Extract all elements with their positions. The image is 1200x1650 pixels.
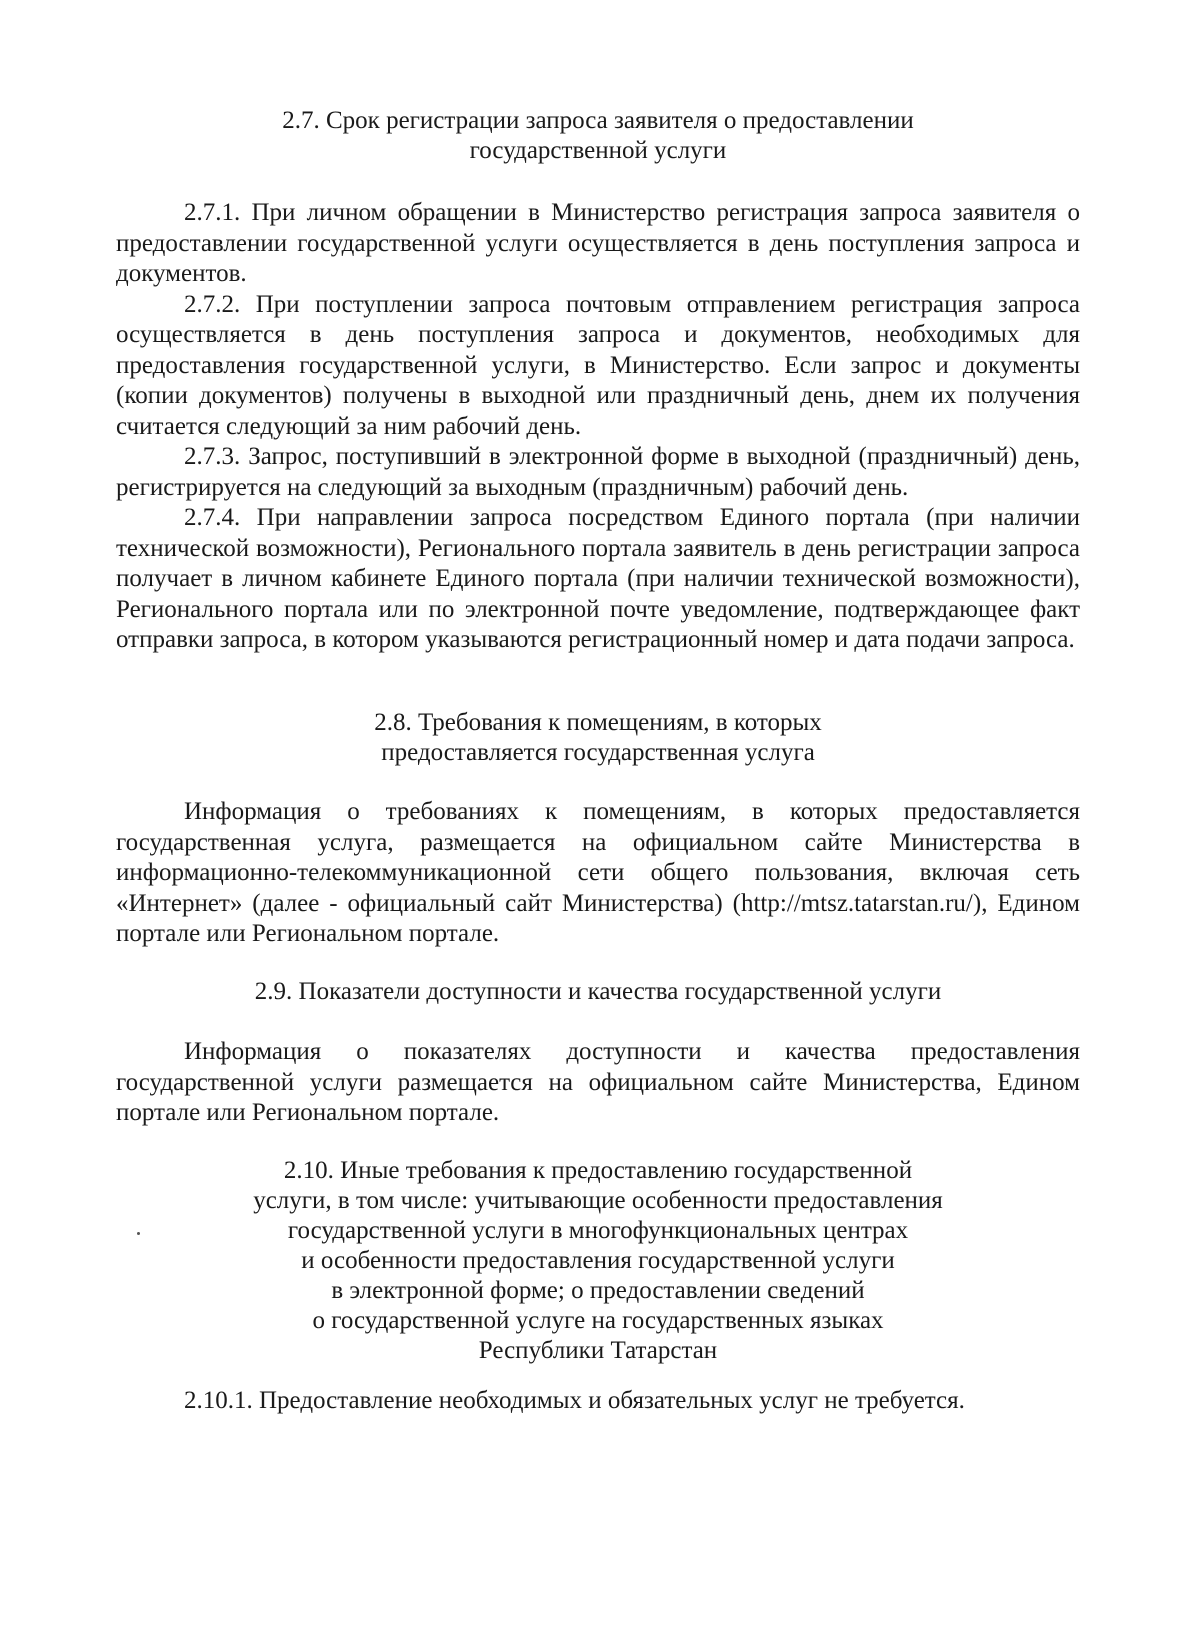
section-2-8-body bbox=[116, 797, 1080, 950]
paragraph-2-7-3: 2.7.3. Запрос, поступивший в электронной форме в выходной (праздничный) день, регистрируется на следующий за выходным (праздничным) рабочий день. bbox=[116, 443, 1080, 501]
section-2-10-body bbox=[116, 1386, 1080, 1417]
paragraph-2-7-4: 2.7.4. При направлении запроса посредством Единого портала (при наличии технической возможности), Регионального портала заявитель в день регистрации запроса получает в личном кабинете Единого портала (при наличии технической возможности), Регионального портала или по электронной почте уведомление, подтверждающее факт отправки запроса, в котором указываются регистрационный номер и дата подачи запроса. bbox=[116, 504, 1080, 653]
section-2-7-heading-line2: государственной услуги bbox=[469, 137, 727, 164]
section-2-8-heading-line1: 2.8. Требования к помещениям, в которых bbox=[374, 709, 822, 736]
section-2-7-heading-line1: 2.7. Срок регистрации запроса заявителя о предоставлении bbox=[282, 107, 914, 134]
section-2-10-heading-line7: Республики Татарстан bbox=[478, 1337, 718, 1364]
paragraph-2-7-2: 2.7.2. При поступлении запроса почтовым отправлением регистрация запроса осуществляется в день поступления запроса и документов, необходимых для предоставления государственной услуги, в Министерство. Если запрос и документы (копии документов) получены в выходной или праздничный день, днем их получения считается следующий за ним рабочий день. bbox=[116, 290, 1080, 440]
section-2-10-heading-line6: о государственной услуге на государственных языках bbox=[312, 1307, 884, 1334]
section-2-10-heading-line2: услуги, в том числе: учитывающие особенности предоставления bbox=[253, 1187, 943, 1214]
section-2-9-heading bbox=[116, 977, 1080, 1007]
section-2-7-body bbox=[116, 198, 1080, 656]
section-2-10-heading bbox=[116, 1156, 1080, 1366]
paragraph-2-9: Информация о показателях доступности и качества предоставления государственной услуги размещается на официальном сайте Министерства, Едином портале или Региональном портале. bbox=[116, 1038, 1080, 1126]
section-2-8-heading-line2: предоставляется государственная услуга bbox=[381, 739, 815, 766]
section-2-8-heading bbox=[116, 708, 1080, 768]
paragraph-2-7-1: 2.7.1. При личном обращении в Министерство регистрация запроса заявителя о предоставлении государственной услуги осуществляется в день поступления запроса и документов. bbox=[116, 199, 1080, 287]
section-2-10-heading-line1: 2.10. Иные требования к предоставлению государственной bbox=[283, 1157, 913, 1184]
section-2-10-heading-line4: и особенности предоставления государственной услуги bbox=[301, 1247, 895, 1274]
section-2-7-heading bbox=[116, 106, 1080, 166]
paragraph-2-8: Информация о требованиях к помещениям, в которых предоставляется государственная услуга, размещается на официальном сайте Министерства в информационно-телекоммуникационной сети общего пользования, включая сеть «Интернет» (далее - официальный сайт Министерства) (http://mtsz.tatarstan.ru/), Едином портале или Региональном портале. bbox=[116, 798, 1080, 947]
scan-speck bbox=[137, 1232, 140, 1235]
section-2-9-heading-line1: 2.9. Показатели доступности и качества государственной услуги bbox=[254, 978, 942, 1005]
section-2-10-heading-line3: государственной услуги в многофункциональных центрах bbox=[287, 1217, 909, 1244]
section-2-10-heading-line5: в электронной форме; о предоставлении сведений bbox=[331, 1277, 865, 1304]
paragraph-2-10-1: 2.10.1. Предоставление необходимых и обязательных услуг не требуется. bbox=[184, 1387, 965, 1414]
section-2-9-body bbox=[116, 1037, 1080, 1129]
